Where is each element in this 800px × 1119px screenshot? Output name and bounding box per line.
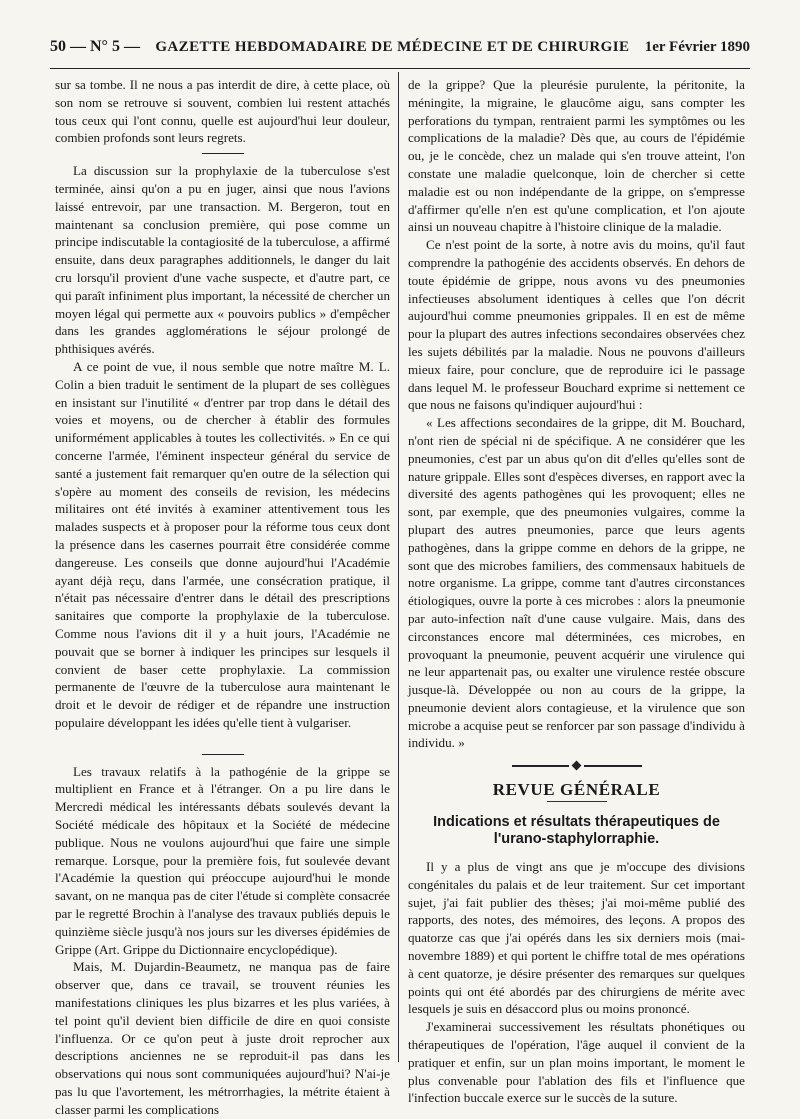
paragraph: A ce point de vue, il nous semble que notre maître M. L. Colin a bien traduit le sentiment de la plupart de ses collègues en insistant sur l'inutilité « d'entrer par trop dans le détail des voies et moyens, ou de chercher à établir des formules uniformément applicables à toutes les collectivités. » En ce qui concerne l'armée, l'éminent inspecteur général du service de santé a justement fait remarquer qu'en outre de la sélection qui s'opère au moment des conseils de revision, les médecins militaires ont été invités à examiner attentivement tous les malades suspects et à proposer pour la réforme tous ceux dont la présence dans les casernes pourrait être considérée comme dangereuse. Les conseils que donne aujourd'hui l'Académie ayant déjà reçu, dans l'armée, une consécration pratique, il n'était pas nécessaire d'entrer dans le détail des prescriptions sanitaires que comporte la prophylaxie de la tuberculose. Comme nous l'avions dit il y a huit jours, l'Académie ne pouvait que se borner à indiquer les principes sur lesquels il convient de baser cette prophylaxie. La commission permanente de l'œuvre de la tuberculose aura maintenant le droit et le devoir de rédiger et de répandre une instruction populaire développant les idées qu'elle tient à vulgariser. bbox=[55, 358, 390, 730]
paragraph: J'examinerai successivement les résultats phonétiques ou thérapeutiques de l'opération, l'âge auquel il convient de la pratiquer et enfin, sur un plan moins important, le moment le plus convenable pour l'ablation des fils et l'influence que l'infection buccale exerce sur le succès de la suture. bbox=[408, 1019, 745, 1106]
article-title: Indications et résultats thérapeutiques de l'urano-staphylorraphie. bbox=[433, 814, 720, 848]
left-column bbox=[55, 76, 390, 1119]
journal-title: GAZETTE HEBDOMADAIRE DE MÉDECINE ET DE CHIRURGIE bbox=[155, 39, 630, 55]
paragraph: sur sa tombe. Il ne nous a pas interdit de dire, à cette place, où son nom se retrouve si souvent, combien lui restent attachés tous ceux qui l'ont connu, quelle est aujourd'hui leur douleur, combien profonds sont leurs regrets. bbox=[55, 77, 390, 146]
paragraph: La discussion sur la prophylaxie de la tuberculose s'est terminée, ainsi qu'on a pu en juger, ainsi que nous l'avions laissé entrevoir, par une transaction. M. Bergeron, tout en maintenant sa conclusion première, qui pose comme un principe indiscutable la contagiosité de la tuberculose, a affirmé ensuite, dans deux paragraphes additionnels, le danger du lait cru lorsqu'il provient d'une vache suspecte, et d'autre part, ce qui paraît infiniment plus important, la nécessité de chercher un moyen légal qui permette aux « pouvoirs publics » d'empêcher dans les grandes agglomérations le séjour prolongé de phthisiques avérés. bbox=[55, 163, 390, 357]
separator-rule bbox=[202, 153, 244, 154]
page-header bbox=[50, 38, 750, 69]
separator-rule bbox=[202, 754, 244, 755]
paragraph: Il y a plus de vingt ans que je m'occupe des divisions congénitales du palais et de leur traitement. Sur cet important sujet, j'ai fait publier des thèses; j'ai moi-même publié des rapports, des notes, des mémoires, des leçons. A propos des quatorze cas que j'ai opérés dans les six derniers mois (mai-novembre 1889) et qui portent le chiffre total de mes opérations à cent quatorze, je désire présenter des remarques sur quelques points qui ont été abordés par des chirurgiens de mérite avec lesquels je suis en désaccord plus ou moins prononcé. bbox=[408, 859, 745, 1017]
quotation: « Les affections secondaires de la grippe, dit M. Bouchard, n'ont rien de spécial ni de spécifique. A ne considérer que les pneumonies, c'est par un abus qu'on dit d'elles qu'elles sont de nature grippale. Elles sont d'espèces diverses, en rapport avec la diversité des agents pathogènes qui les provoquent; elles ne sont, par exemple, que des pneumonies vulgaires, comme la plupart des autres pneumonies, parce que leurs agents pathogènes, dans la grippe comme en dehors de la grippe, ne sont que des microbes familiers, des commensaux habituels de notre organisme. La grippe, comme tant d'autres circonstances étiologiques, ouvre la porte à ces microbes : alors la pneumonie par auto-infection naît d'une cause vulgaire. Mais, dans des circonstances encore mal déterminées, ces microbes, en provoquant la pneumonie, peuvent acquérir une virulence qui ne leur appartenait pas, ou exalter une virulence restée obscure jusque-là. Développée ou non au cours de la grippe, la pneumonie devient alors contagieuse, et la virulence que son microbe a acquise peut se renforcer par son passage d'individu à individu. » bbox=[408, 415, 745, 751]
page-number: 50 — N° 5 — bbox=[50, 38, 140, 55]
paragraph: Ce n'est point de la sorte, à notre avis du moins, qu'il faut comprendre la pathogénie des accidents observés. En dehors de toute épidémie de grippe, nous avons vu des pneumonies infectieuses absolument identiques à celles que l'on décrit aujourd'hui comme pneumonies grippales. Il en est de même pour la plupart des autres infections secondaires observées chez les sujets débilités par la maladie. Nous ne pouvons d'ailleurs mieux faire, pour conclure, que de reproduire ici le passage dans lequel M. le professeur Bouchard exprime si nettement ce que nous ne faisons qu'indiquer aujourd'hui : bbox=[408, 237, 745, 413]
paragraph: de la grippe? Que la pleurésie purulente, la péritonite, la méningite, la migraine, le glaucôme aigu, sans compter les perforations du tympan, rentraient parmi les symptômes ou les complications de la maladie? Dès que, au cours de l'épidémie ou, je le concède, chez un malade qui s'en trouve atteint, l'on constate une maladie quelconque, loin de chercher si cette maladie est ou non indépendante de la grippe, on s'empresse d'affirmer qu'elle n'en est qu'une complication, et l'on ajoute ainsi un nouveau chapitre à l'histoire clinique de la maladie. bbox=[408, 77, 745, 235]
section-ornament bbox=[512, 762, 642, 769]
heading-underline bbox=[547, 801, 607, 802]
right-column bbox=[408, 76, 745, 1107]
issue-date: 1er Février 1890 bbox=[644, 39, 750, 55]
column-divider bbox=[398, 72, 399, 1062]
paragraph: Mais, M. Dujardin-Beaumetz, ne manqua pas de faire observer que, dans ce travail, se trouvent réunies les manifestations cliniques les plus bizarres et les plus variées, à tel point qu'il devient bien difficile de dire en quoi consiste l'influenza. Or ce qu'on peut à juste droit reprocher aux descriptions anciennes ne se reproduit-il pas dans les observations qui nous sont communiquées aujourd'hui? N'ai-je pas lu que l'avortement, les métrorrhagies, la métrite étaient à classer parmi les complications bbox=[55, 959, 390, 1117]
section-heading: REVUE GÉNÉRALE bbox=[492, 780, 661, 800]
paragraph: Les travaux relatifs à la pathogénie de la grippe se multiplient en France et à l'étranger. On a pu lire dans le Mercredi médical les intéressants débats soulevés devant la Société médicale des hôpitaux et la Société de médecine publique. Nous ne voulons aujourd'hui que faire une simple remarque. Lorsque, pour la première fois, fut soulevée devant l'Académie la question qui préoccupe aujourd'hui le monde savant, on ne manqua pas de citer l'étude si complète consacrée par le regretté Brochin à l'analyse des travaux publiés depuis le quinzième siècle jusqu'à nos jours sur les diverses épidémies de Grippe (Art. Grippe du Dictionnaire encyclopédique). bbox=[55, 763, 390, 957]
